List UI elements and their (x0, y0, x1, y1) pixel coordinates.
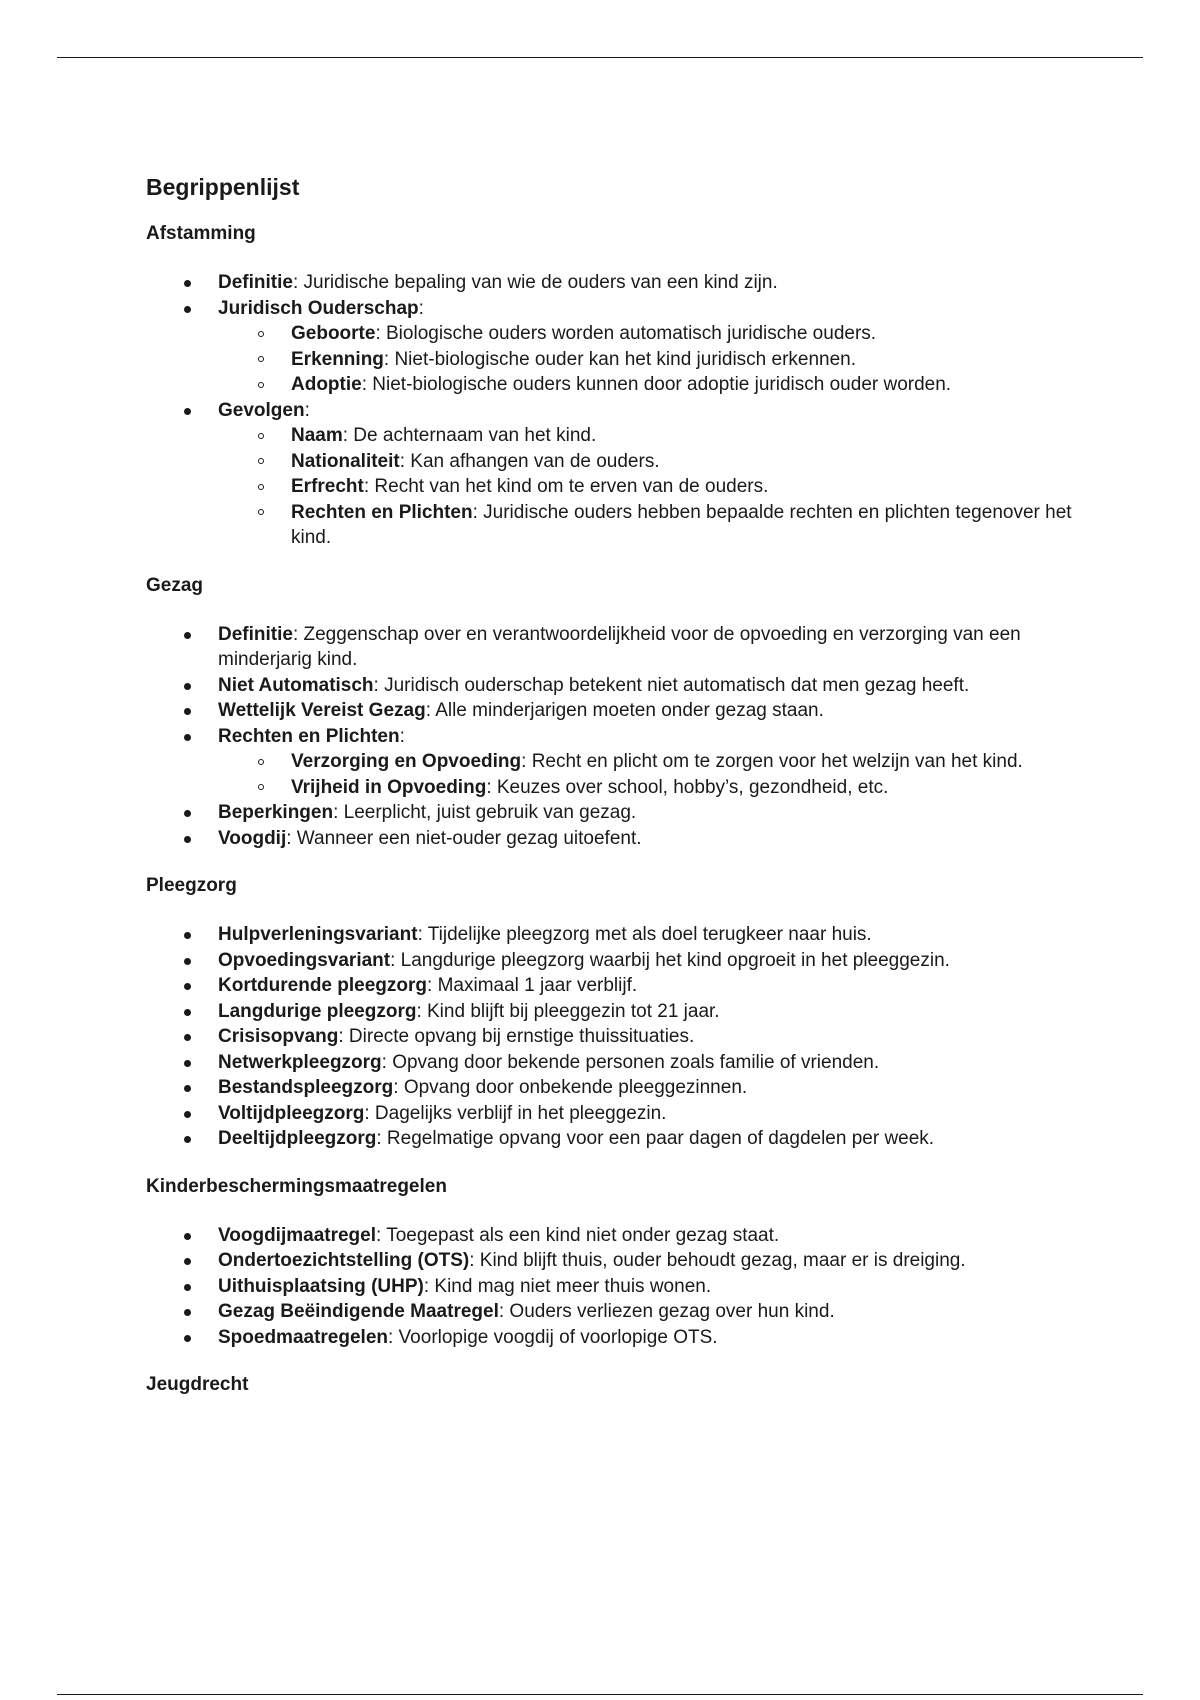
definition-text: : Voorlopige voogdij of voorlopige OTS. (388, 1326, 718, 1348)
sub-bullet-list (218, 321, 1086, 398)
definition-text: : Toegepast als een kind niet onder gezag staat. (376, 1224, 780, 1246)
definition-text: : Kan afhangen van de ouders. (399, 450, 660, 472)
definition-text: : Alle minderjarigen moeten onder gezag staan. (425, 700, 824, 721)
list-item (218, 1050, 1086, 1076)
definition-text: : Maximaal 1 jaar verblijf. (427, 975, 638, 996)
section-kinderbeschermingsmaatregelen (146, 1174, 1086, 1351)
term: Nationaliteit (291, 450, 400, 472)
section-gezag (146, 573, 1086, 852)
list-item (218, 724, 1086, 801)
definition-text: : Opvang door bekende personen zoals familie of vrienden. (381, 1051, 880, 1073)
sections-container (146, 221, 1086, 1398)
section-afstamming (146, 221, 1086, 551)
definition-text: : Langdurige pleegzorg waarbij het kind opgroeit in het pleeggezin. (390, 949, 950, 971)
sub-list-item (291, 321, 1086, 347)
sub-list-item (291, 749, 1086, 775)
list-item (218, 296, 1086, 398)
term: Voogdijmaatregel (218, 1224, 377, 1246)
sub-list-item (291, 775, 1086, 801)
definition-text: : Opvang door onbekende pleeggezinnen. (393, 1077, 748, 1098)
section-jeugdrecht (146, 1372, 1086, 1398)
list-item (218, 922, 1086, 948)
bullet-list (146, 622, 1086, 852)
list-item (218, 270, 1086, 296)
definition-text: : Juridisch ouderschap betekent niet automatisch dat men gezag heeft. (373, 674, 970, 696)
definition-text: : Kind blijft thuis, ouder behoudt gezag, maar er is dreiging. (469, 1250, 966, 1271)
list-item (218, 1024, 1086, 1050)
term: Adoptie (291, 374, 362, 395)
list-item (218, 1325, 1086, 1351)
list-item (218, 1223, 1086, 1249)
term: Uithuisplaatsing (UHP) (218, 1275, 424, 1297)
term: Kortdurende pleegzorg (218, 975, 428, 996)
definition-text: : De achternaam van het kind. (342, 425, 597, 446)
bullet-list (146, 270, 1086, 551)
document-body (146, 172, 1086, 1421)
term: Verzorging en Opvoeding (291, 751, 522, 772)
list-item (218, 622, 1086, 673)
list-item (218, 1299, 1086, 1325)
bullet-list (146, 1223, 1086, 1351)
definition-text: : (399, 725, 405, 747)
definition-text: : Wanneer een niet-ouder gezag uitoefent. (286, 827, 642, 849)
list-item (218, 999, 1086, 1025)
list-item (218, 973, 1086, 999)
term: Niet Automatisch (218, 674, 374, 696)
sub-bullet-list (218, 749, 1086, 800)
term: Naam (291, 425, 343, 446)
term: Bestandspleegzorg (218, 1077, 394, 1098)
list-item (218, 948, 1086, 974)
definition-text: : (418, 297, 424, 319)
list-item (218, 826, 1086, 852)
list-item (218, 800, 1086, 826)
term: Voogdij (218, 827, 287, 849)
term: Vrijheid in Opvoeding (291, 776, 487, 798)
term: Hulpverleningsvariant (218, 924, 418, 945)
term: Rechten en Plichten (218, 725, 400, 747)
list-item (218, 1101, 1086, 1127)
term: Voltijdpleegzorg (218, 1102, 365, 1124)
sub-list-item (291, 372, 1086, 398)
term: Wettelijk Vereist Gezag (218, 700, 426, 721)
definition-text: : Tijdelijke pleegzorg met als doel terugkeer naar huis. (417, 924, 872, 945)
definition-text: : Kind blijft bij pleeggezin tot 21 jaar. (416, 1000, 720, 1022)
term: Erfrecht (291, 476, 364, 497)
definition-text: : (304, 399, 310, 421)
term: Netwerkpleegzorg (218, 1051, 382, 1073)
term: Opvoedingsvariant (218, 949, 391, 971)
section-heading: Afstamming (146, 223, 256, 244)
term: Rechten en Plichten (291, 501, 473, 523)
sub-list-item (291, 500, 1086, 551)
bullet-list (146, 922, 1086, 1152)
sub-list-item (291, 474, 1086, 500)
section-heading: Gezag (146, 574, 204, 596)
term: Definitie (218, 623, 293, 645)
sub-list-item (291, 347, 1086, 373)
term: Erkenning (291, 348, 384, 370)
list-item (218, 1126, 1086, 1152)
sub-list-item (291, 423, 1086, 449)
definition-text: : Recht en plicht om te zorgen voor het welzijn van het kind. (521, 751, 1023, 772)
page-title: Begrippenlijst (146, 174, 300, 200)
term: Geboorte (291, 323, 376, 344)
term: Langdurige pleegzorg (218, 1000, 417, 1022)
term: Gevolgen (218, 399, 305, 421)
definition-text: : Ouders verliezen gezag over hun kind. (498, 1301, 835, 1322)
term: Ondertoezichtstelling (OTS) (218, 1250, 470, 1271)
section-heading: Jeugdrecht (146, 1374, 249, 1395)
term: Gezag Beëindigende Maatregel (218, 1301, 499, 1322)
sub-list-item (291, 449, 1086, 475)
footer-rule (57, 1694, 1143, 1695)
list-item (218, 1248, 1086, 1274)
list-item (218, 673, 1086, 699)
term: Beperkingen (218, 802, 334, 823)
definition-text: : Biologische ouders worden automatisch juridische ouders. (375, 323, 877, 344)
definition-text: : Niet-biologische ouders kunnen door adoptie juridisch ouder worden. (361, 374, 952, 395)
definition-text: : Dagelijks verblijf in het pleeggezin. (364, 1102, 667, 1124)
section-heading: Kinderbeschermingsmaatregelen (146, 1175, 447, 1197)
term: Crisisopvang (218, 1026, 339, 1047)
definition-text: : Zeggenschap over en verantwoordelijkheid voor de opvoeding en verzorging van een minderjarig kind. (218, 623, 1021, 670)
definition-text: : Niet-biologische ouder kan het kind juridisch erkennen. (383, 348, 857, 370)
definition-text: : Leerplicht, juist gebruik van gezag. (333, 802, 637, 823)
definition-text: : Regelmatige opvang voor een paar dagen of dagdelen per week. (376, 1128, 935, 1149)
section-pleegzorg (146, 873, 1086, 1152)
definition-text: : Kind mag niet meer thuis wonen. (423, 1275, 712, 1297)
term: Spoedmaatregelen (218, 1326, 388, 1348)
list-item (218, 698, 1086, 724)
term: Definitie (218, 272, 293, 293)
list-item (218, 1075, 1086, 1101)
term: Juridisch Ouderschap (218, 297, 419, 319)
list-item (218, 1274, 1086, 1300)
definition-text: : Juridische ouders hebben bepaalde rechten en plichten tegenover het kind. (291, 501, 1072, 548)
sub-bullet-list (218, 423, 1086, 551)
definition-text: : Directe opvang bij ernstige thuissituaties. (338, 1026, 695, 1047)
definition-text: : Juridische bepaling van wie de ouders van een kind zijn. (292, 272, 778, 293)
term: Deeltijdpleegzorg (218, 1128, 377, 1149)
list-item (218, 398, 1086, 551)
section-heading: Pleegzorg (146, 875, 237, 896)
header-rule (57, 57, 1143, 58)
definition-text: : Keuzes over school, hobby’s, gezondheid, etc. (486, 776, 889, 798)
definition-text: : Recht van het kind om te erven van de ouders. (363, 476, 769, 497)
